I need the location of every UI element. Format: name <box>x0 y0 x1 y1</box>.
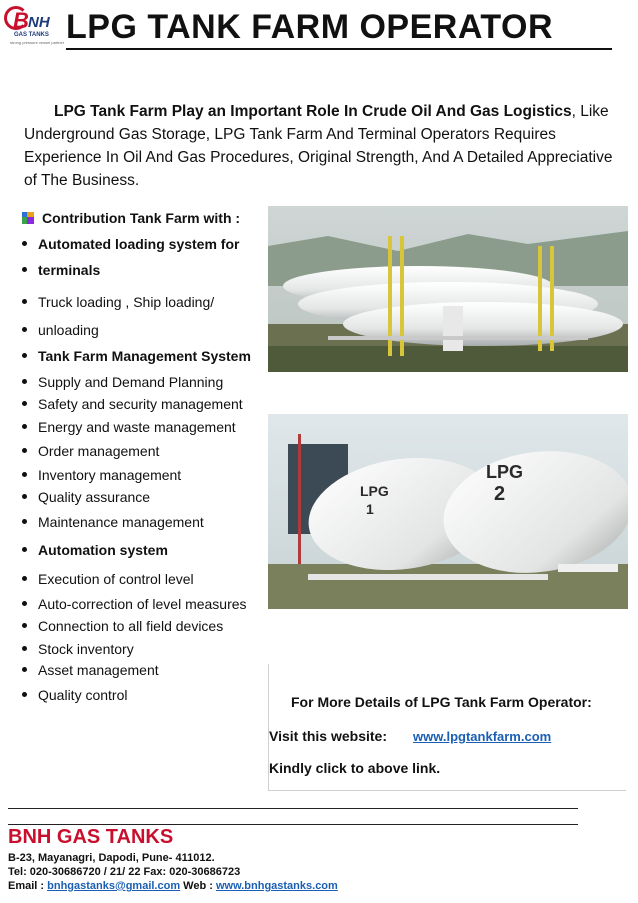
list-item <box>22 374 223 390</box>
list-item <box>22 443 159 459</box>
intro-paragraph <box>24 100 624 192</box>
logo-letter: B <box>13 8 29 33</box>
list-item-label: Inventory management <box>38 467 182 483</box>
list-item-label: Execution of control level <box>38 571 194 587</box>
bullet-icon <box>22 448 27 453</box>
list-item-label: unloading <box>38 322 99 338</box>
lpg-tanks-photo <box>268 414 628 609</box>
list-item <box>22 489 150 505</box>
tank-label-2: LPG <box>486 462 524 482</box>
bullet-icon <box>22 424 27 429</box>
list-item <box>22 467 181 483</box>
list-item-label: terminals <box>38 262 101 278</box>
bullet-star-icon <box>22 212 34 224</box>
website-link[interactable]: www.lpgtankfarm.com <box>413 729 552 744</box>
tank-number-1: 1 <box>366 501 374 517</box>
bullet-icon <box>22 379 27 384</box>
list-item <box>22 396 243 412</box>
list-item-label: Quality assurance <box>38 489 151 505</box>
bullet-icon <box>22 472 27 477</box>
footer-address: B-23, Mayanagri, Dapodi, Pune- 411012. <box>8 852 215 864</box>
list-item <box>22 262 100 278</box>
bullet-icon <box>22 692 27 697</box>
bullet-icon <box>22 667 27 672</box>
list-item <box>22 687 127 703</box>
logo-tagline: strong pressure vessel partner <box>10 40 65 45</box>
visit-label: Visit this website: <box>269 728 387 744</box>
intro-body: , Like Underground Gas Storage, LPG Tank Farm And Terminal Operators Requires Experience In Oil And Gas Procedures, Original Strength, And A Detailed Appreciative of The Business. <box>24 103 613 189</box>
list-item-label: Maintenance management <box>38 514 204 530</box>
bullet-icon <box>22 267 27 272</box>
list-item <box>22 596 247 612</box>
list-item-label: Supply and Demand Planning <box>38 374 224 390</box>
web-link[interactable]: www.bnhgastanks.com <box>215 880 338 892</box>
list-item-label: Connection to all field devices <box>38 618 224 634</box>
list-item-label: Quality control <box>38 687 128 703</box>
list-item <box>22 236 239 252</box>
list-item-label: Truck loading , Ship loading/ <box>38 294 215 310</box>
list-item <box>22 662 159 678</box>
bullet-icon <box>22 401 27 406</box>
bullet-icon <box>22 241 27 246</box>
tank-label-1: LPG <box>360 483 389 499</box>
page-title: LPG TANK FARM OPERATOR <box>66 8 553 46</box>
contribution-heading-text: Contribution Tank Farm with : <box>42 210 241 226</box>
logo-subtitle: GAS TANKS <box>14 32 49 38</box>
list-item-label: Stock inventory <box>38 641 134 657</box>
bullet-icon <box>22 576 27 581</box>
footer-divider-lower <box>8 824 578 825</box>
contribution-heading <box>22 210 240 226</box>
info-box <box>268 664 626 791</box>
bullet-icon <box>22 494 27 499</box>
bullet-icon <box>22 547 27 552</box>
list-item-label: Energy and waste management <box>38 419 236 435</box>
list-item-label: Safety and security management <box>38 396 243 412</box>
footer-contact <box>8 880 338 892</box>
list-item <box>22 542 168 558</box>
intro-lead: LPG Tank Farm Play an Important Role In Crude Oil And Gas Logistics <box>54 103 572 120</box>
tank-number-2: 2 <box>494 483 506 505</box>
footer-company-name: BNH GAS TANKS <box>8 826 174 848</box>
list-item <box>22 618 223 634</box>
list-item-label: Auto-correction of level measures <box>38 596 247 612</box>
logo-letters: NH <box>28 14 50 31</box>
bullet-icon <box>22 601 27 606</box>
info-heading: For More Details of LPG Tank Farm Operator: <box>291 694 592 710</box>
company-logo <box>4 6 65 48</box>
bullet-icon <box>22 327 27 332</box>
web-label: Web : <box>180 880 216 892</box>
list-item-label: Automation system <box>38 542 168 558</box>
bullet-icon <box>22 646 27 651</box>
list-item <box>22 322 99 338</box>
footer-divider <box>8 808 578 809</box>
bullet-icon <box>22 519 27 524</box>
list-item-label: Tank Farm Management System <box>38 348 251 364</box>
click-instruction: Kindly click to above link. <box>269 760 441 776</box>
list-item <box>22 514 204 530</box>
list-item-label: Asset management <box>38 662 159 678</box>
email-link[interactable]: bnhgastanks@gmail.com <box>47 880 181 892</box>
list-item-label: Order management <box>38 443 160 459</box>
list-item <box>22 419 236 435</box>
list-item <box>22 348 251 364</box>
list-item <box>22 294 214 310</box>
bullet-icon <box>22 353 27 358</box>
footer-phone: Tel: 020-30686720 / 21/ 22 Fax: 020-30686723 <box>8 866 241 878</box>
email-label: Email : <box>8 880 48 892</box>
tank-farm-photo <box>268 206 628 372</box>
list-item-label: Automated loading system for <box>38 236 240 252</box>
list-item <box>22 641 134 657</box>
title-underline <box>66 48 612 50</box>
list-item <box>22 571 194 587</box>
bullet-icon <box>22 623 27 628</box>
bullet-icon <box>22 299 27 304</box>
